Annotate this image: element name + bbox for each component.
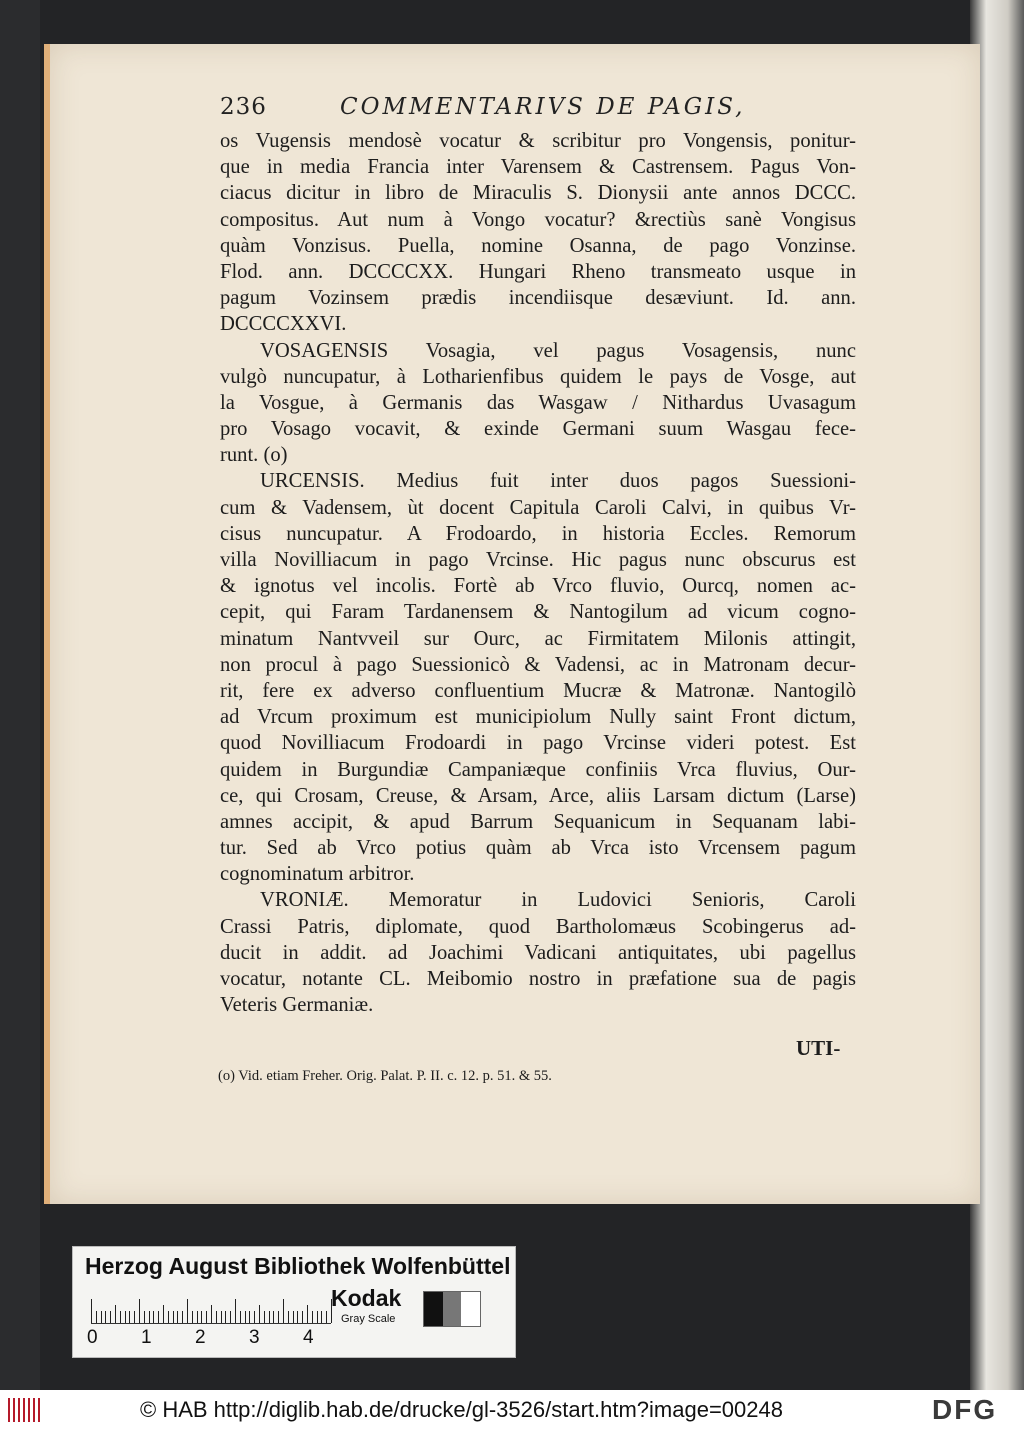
ruler-tick [120, 1311, 121, 1323]
hab-logo-icon [8, 1398, 40, 1422]
text-line: ad Vrcum proximum est municipiolum Nully saint Front dictum, [220, 706, 856, 729]
ruler-tick [269, 1311, 270, 1323]
ruler-tick [293, 1311, 294, 1323]
ruler-tick [302, 1311, 303, 1323]
ruler-tick [182, 1311, 183, 1323]
gray-scale-label: Gray Scale [341, 1313, 396, 1325]
ruler-tick [240, 1311, 241, 1323]
text-line: non procul à pago Suessionicò & Vadensi, ac in Matronam decur- [220, 653, 856, 676]
library-name: Herzog August Bibliothek Wolfenbüttel [85, 1253, 511, 1279]
ruler [91, 1297, 331, 1324]
ruler-tick [177, 1311, 178, 1323]
ruler-tick [153, 1311, 154, 1323]
ruler-tick [278, 1311, 279, 1323]
ruler-tick [211, 1305, 212, 1323]
ruler-tick [245, 1311, 246, 1323]
text-line: DCCCCXXVI. [220, 313, 347, 336]
text-line: Veteris Germaniæ. [220, 994, 374, 1017]
ruler-number: 2 [195, 1327, 206, 1348]
ruler-tick [149, 1311, 150, 1323]
ruler-tick [225, 1311, 226, 1323]
page-number: 236 [220, 94, 267, 120]
text-line: Flod. ann. DCCCCXX. Hungari Rheno transmeato usque in [220, 260, 856, 283]
ruler-tick [192, 1311, 193, 1323]
text-line: & ignotus vel incolis. Fortè ab Vrco fluvio, Ourcq, nomen ac- [220, 575, 856, 598]
ruler-tick [201, 1311, 202, 1323]
ruler-tick [168, 1311, 169, 1323]
ruler-tick [129, 1311, 130, 1323]
ruler-tick [216, 1311, 217, 1323]
ruler-tick [273, 1311, 274, 1323]
ruler-tick [101, 1311, 102, 1323]
text-line: vocatur, notante CL. Meibomio nostro in præfatione sua de pagis [220, 968, 856, 990]
ruler-tick [105, 1311, 106, 1323]
text-line: cepit, qui Faram Tardanensem & Nantogilum ad vicum cogno- [220, 601, 856, 624]
text-line: minatum Nantvveil sur Ourc, ac Firmitatem Milonis attingit, [220, 627, 856, 650]
ruler-tick [187, 1299, 188, 1323]
ruler-tick [115, 1305, 116, 1323]
ruler-tick [91, 1299, 92, 1323]
text-line: quod Novilliacum Frodoardi in pago Vrcinse videri potest. Est [220, 732, 856, 755]
text-line: Crassi Patris, diplomate, quod Bartholomæus Scobingerus ad- [220, 915, 856, 938]
ruler-tick [321, 1311, 322, 1323]
ruler-tick [134, 1311, 135, 1323]
ruler-tick [144, 1311, 145, 1323]
text-line: quàm Vonzisus. Puella, nomine Osanna, de pago Vonzinse. [220, 234, 856, 257]
ruler-number: 4 [303, 1327, 314, 1348]
ruler-tick [264, 1311, 265, 1323]
dfg-logo: DFG [932, 1394, 998, 1425]
footer-bar [0, 1390, 1024, 1430]
text-line: amnes accipit, & apud Barrum Sequanicum in Sequanam labi- [220, 810, 856, 833]
text-line: cognominatum arbitror. [220, 863, 415, 886]
ruler-tick [221, 1311, 222, 1323]
text-line: VRONIÆ. Memoratur in Ludovici Senioris, Caroli [260, 889, 856, 912]
text-line: VOSAGENSIS Vosagia, vel pagus Vosagensis, nunc [260, 339, 856, 362]
ruler-tick [283, 1299, 284, 1323]
ruler-tick [297, 1311, 298, 1323]
text-line: ducit in addit. ad Joachimi Vadicani antiquitates, ubi pagellus [220, 941, 856, 964]
text-line: pagum Vozinsem prædis incendiisque desæviunt. Id. ann. [220, 287, 856, 310]
text-line: que in media Francia inter Varensem & Castrensem. Pagus Von- [220, 156, 856, 179]
ruler-tick [173, 1311, 174, 1323]
ruler-numbers [83, 1327, 343, 1349]
text-line: quidem in Burgundiæ Campaniæque confiniis Vrca fluvius, Our- [220, 758, 856, 781]
ruler-tick [197, 1311, 198, 1323]
ruler-tick [254, 1311, 255, 1323]
text-line: rit, fere ex adverso confluentium Mucræ & Matronæ. Nantogilò [220, 679, 856, 702]
ruler-tick [125, 1311, 126, 1323]
text-line: cisus nuncupatur. A Frodoardo, in historia Eccles. Remorum [220, 522, 856, 545]
running-title: COMMENTARIVS DE PAGIS, [340, 94, 746, 120]
text-line: villa Novilliacum in pago Vrcinse. Hic pagus nunc obscurus est [220, 549, 856, 571]
kodak-logo: Kodak [331, 1285, 402, 1311]
text-line: cum & Vadensem, ùt docent Capitula Caroli Calvi, in quibus Vr- [220, 496, 856, 519]
text-line: tur. Sed ab Vrco potius quàm ab Vrca isto Vrcensem pagum [220, 837, 856, 860]
text-line: ciacus dicitur in libro de Miraculis S. Dionysii ante annos DCCC. [220, 182, 856, 205]
text-line: vulgò nuncupatur, à Lotharienfibus quidem le pays de Vosge, aut [220, 365, 856, 388]
scale-card [72, 1246, 516, 1358]
text-line: os Vugensis mendosè vocatur & scribitur pro Vongensis, ponitur- [220, 130, 856, 152]
body-text [220, 128, 856, 1018]
text-line: URCENSIS. Medius fuit inter duos pagos Suessioni- [260, 470, 856, 493]
ruler-tick [307, 1305, 308, 1323]
text-line: pro Vosago vocavit, & exinde Germani suum Wasgau fece- [220, 418, 856, 441]
ruler-number: 0 [87, 1327, 98, 1348]
ruler-tick [259, 1305, 260, 1323]
catchword: UTI- [796, 1036, 841, 1060]
ruler-tick [249, 1311, 250, 1323]
ruler-tick [288, 1311, 289, 1323]
ruler-tick [139, 1299, 140, 1323]
ruler-tick [317, 1311, 318, 1323]
text-line: compositus. Aut num à Vongo vocatur? &rectiùs sanè Vongisus [220, 208, 856, 231]
ruler-tick [230, 1311, 231, 1323]
ruler-tick [110, 1311, 111, 1323]
ruler-tick [206, 1311, 207, 1323]
ruler-number: 1 [141, 1327, 152, 1348]
footnote: (o) Vid. etiam Freher. Orig. Palat. P. II. c. 12. p. 51. & 55. [218, 1068, 552, 1084]
swatch-gray [443, 1292, 462, 1326]
copyright-link[interactable]: © HAB http://diglib.hab.de/drucke/gl-3526/start.htm?image=00248 [140, 1397, 783, 1422]
text-line: ce, qui Crosam, Creuse, & Arsam, Arce, aliis Larsam dictum (Larse) [220, 784, 856, 807]
ruler-tick [326, 1311, 327, 1323]
ruler-tick [163, 1305, 164, 1323]
text-line: runt. (o) [220, 444, 288, 467]
text-line: la Vosgue, à Germanis das Wasgaw / Nithardus Uvasagum [220, 391, 856, 414]
swatch-black [424, 1292, 443, 1326]
ruler-tick [235, 1299, 236, 1323]
ruler-tick [96, 1311, 97, 1323]
swatch-white [461, 1292, 480, 1326]
gray-swatches [423, 1291, 481, 1327]
ruler-tick [158, 1311, 159, 1323]
ruler-number: 3 [249, 1327, 260, 1348]
ruler-tick [312, 1311, 313, 1323]
